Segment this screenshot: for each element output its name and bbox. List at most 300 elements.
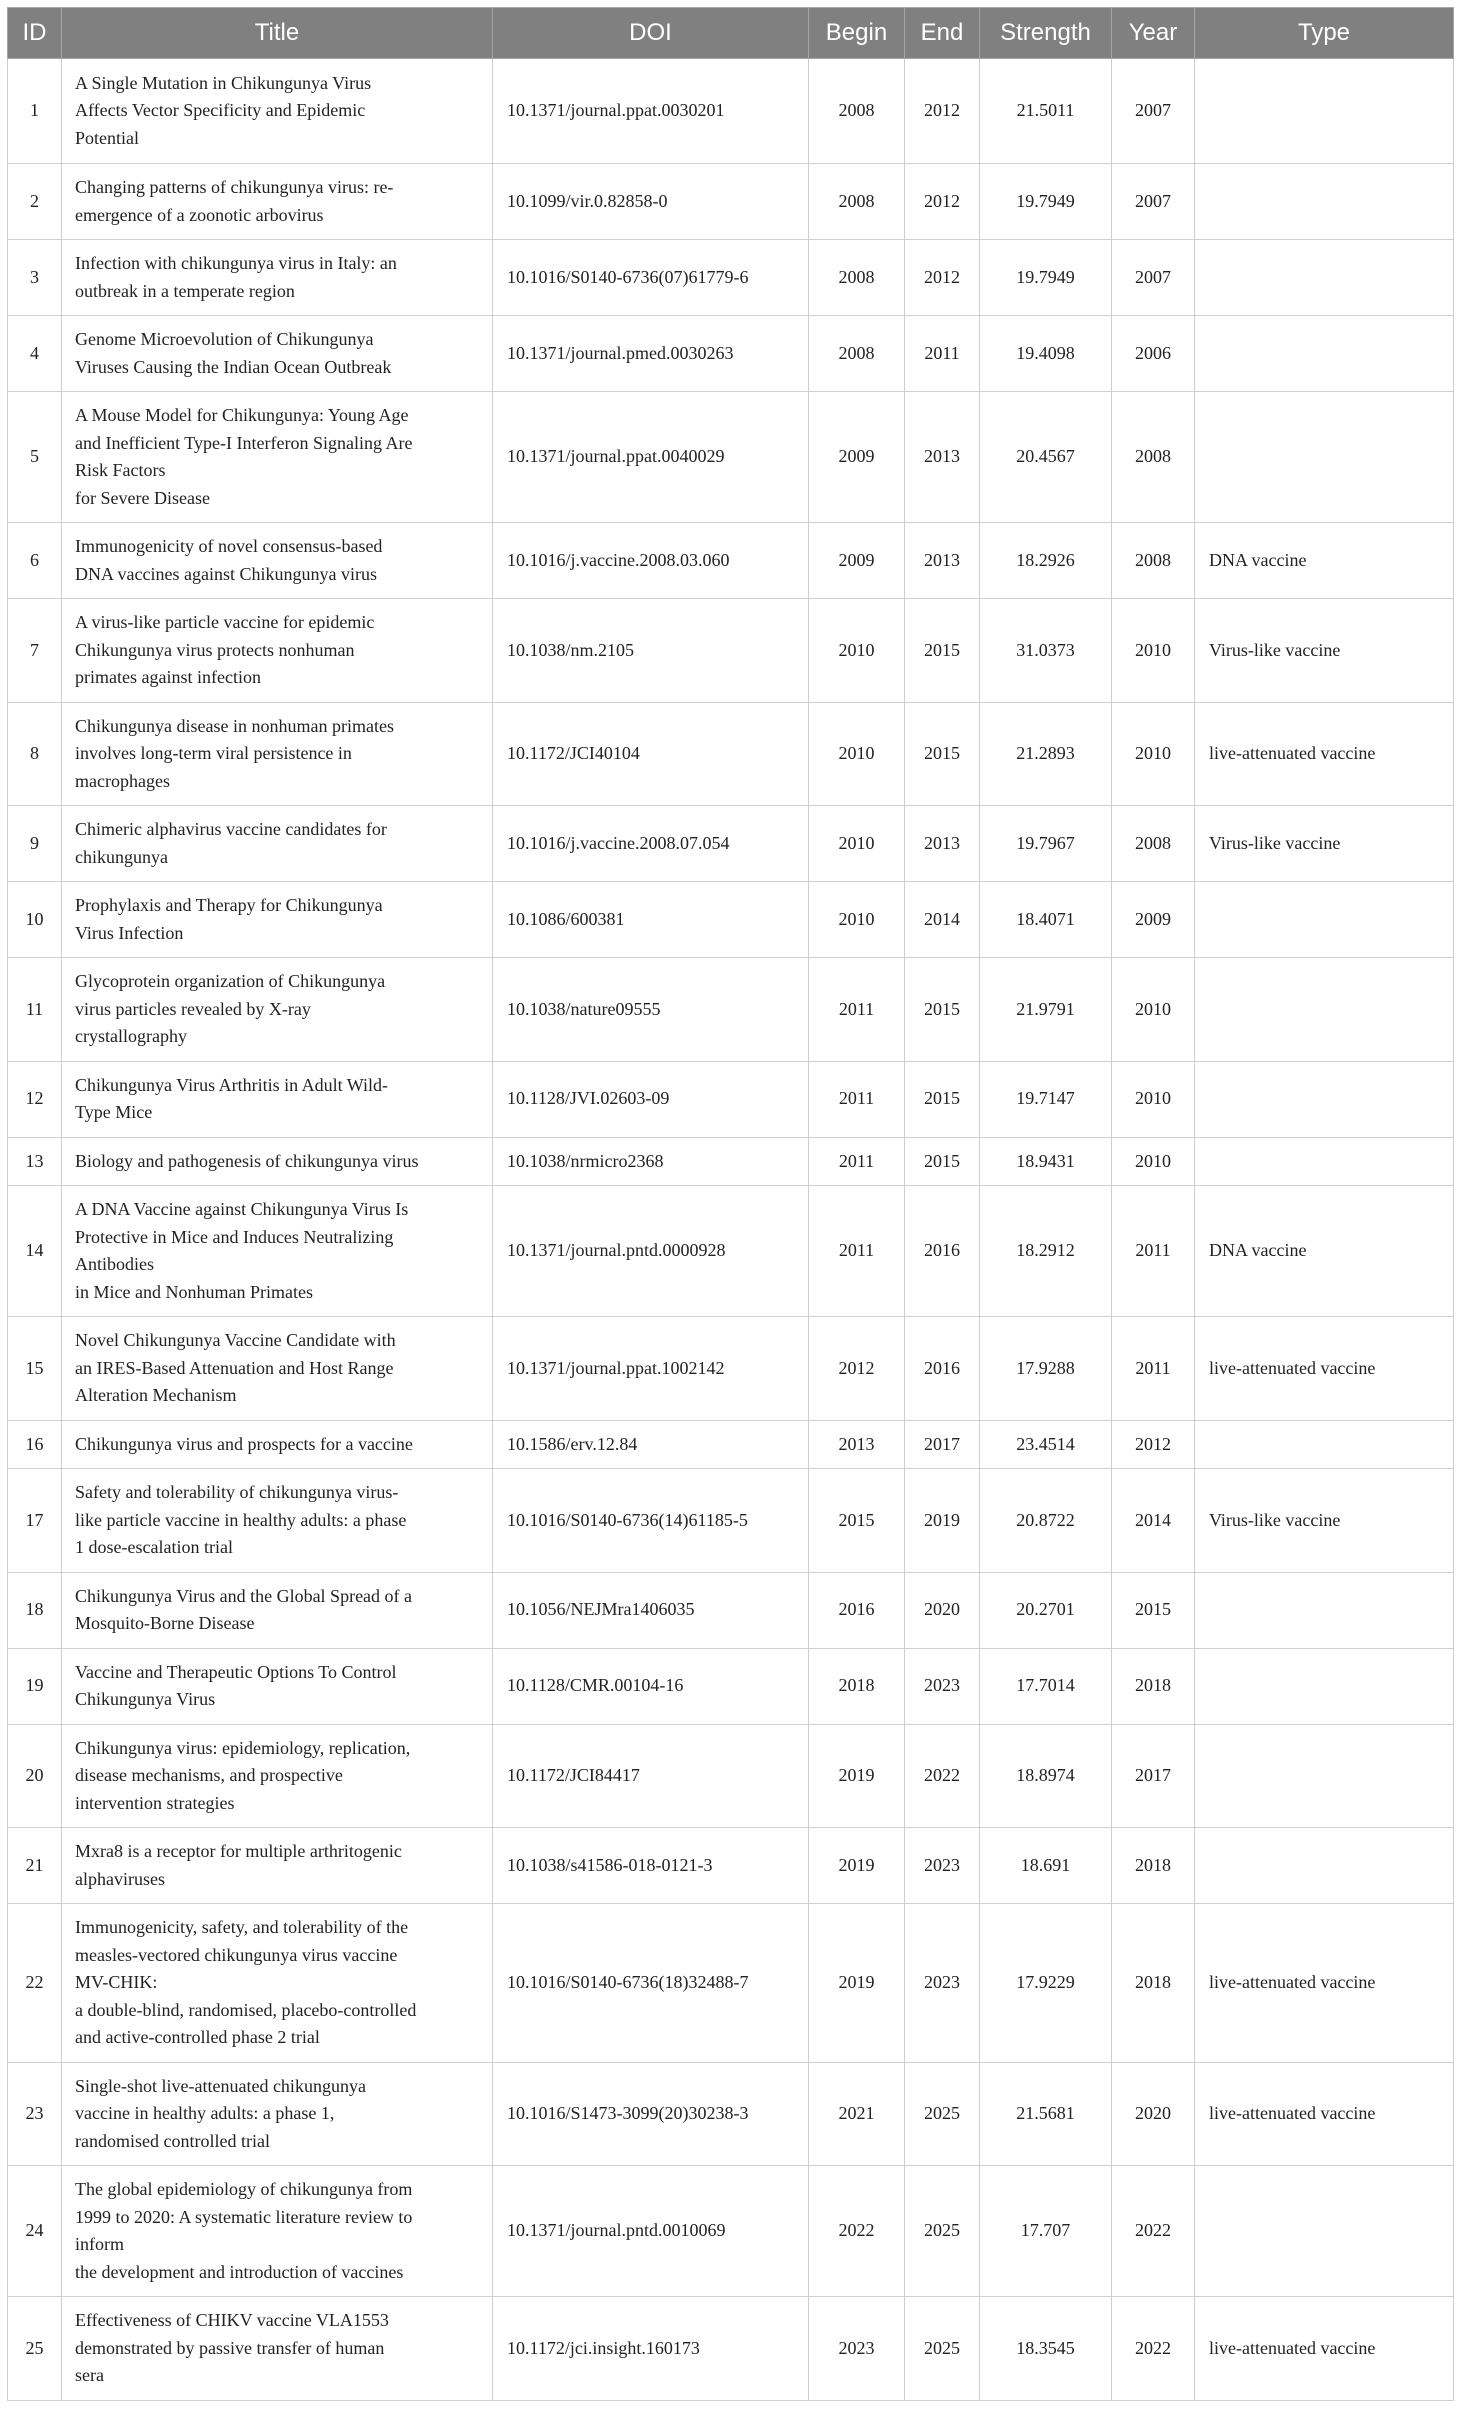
row-type: live-attenuated vaccine	[1195, 2062, 1454, 2166]
title-line: Alteration Mechanism	[75, 1385, 237, 1405]
row-year: 2015	[1112, 1572, 1195, 1648]
row-strength: 17.7014	[980, 1648, 1112, 1724]
title-line: Type Mice	[75, 1102, 153, 1122]
table-row	[8, 2166, 1454, 2297]
title-line: Viruses Causing the Indian Ocean Outbreak	[75, 356, 392, 377]
header-title: Title	[62, 8, 493, 59]
table-row	[8, 1061, 1454, 1137]
row-type: live-attenuated vaccine	[1195, 1904, 1454, 2063]
row-strength: 18.2926	[980, 523, 1112, 599]
row-begin: 2019	[809, 1724, 905, 1828]
row-begin: 2010	[809, 882, 905, 958]
row-title	[62, 1186, 493, 1317]
row-type: DNA vaccine	[1195, 1186, 1454, 1317]
row-id: 15	[8, 1317, 62, 1421]
title-line: Virus Infection	[75, 922, 184, 943]
row-strength: 18.691	[980, 1828, 1112, 1904]
row-year: 2022	[1112, 2166, 1195, 2297]
row-year: 2006	[1112, 316, 1195, 392]
title-line: virus particles revealed by X-ray	[75, 998, 311, 1019]
row-begin: 2011	[809, 1137, 905, 1186]
row-type	[1195, 164, 1454, 240]
row-doi: 10.1016/S0140-6736(07)61779-6	[493, 240, 809, 316]
row-strength: 18.2912	[980, 1186, 1112, 1317]
row-doi: 10.1172/JCI40104	[493, 702, 809, 806]
row-begin: 2011	[809, 1186, 905, 1317]
title-line: crystallography	[75, 1026, 187, 1046]
row-begin: 2010	[809, 599, 905, 703]
row-begin: 2019	[809, 1904, 905, 2063]
row-strength: 17.707	[980, 2166, 1112, 2297]
title-line: The global epidemiology of chikungunya from	[75, 2179, 413, 2199]
row-type	[1195, 1724, 1454, 1828]
row-begin: 2011	[809, 958, 905, 1062]
row-year: 2018	[1112, 1904, 1195, 2063]
title-line: Chikungunya Virus Arthritis in Adult Wild-	[75, 1074, 389, 1095]
title-line: A virus-like particle vaccine for epidemic	[75, 612, 375, 632]
row-title	[62, 702, 493, 806]
row-title	[62, 806, 493, 882]
title-line: Mxra8 is a receptor for multiple arthritogenic	[75, 1841, 402, 1861]
row-end: 2025	[905, 2062, 980, 2166]
table-row	[8, 2297, 1454, 2401]
title-line: Prophylaxis and Therapy for Chikungunya	[75, 895, 383, 915]
row-end: 2025	[905, 2297, 980, 2401]
row-end: 2017	[905, 1420, 980, 1469]
header-doi: DOI	[493, 8, 809, 59]
title-line: A DNA Vaccine against Chikungunya Virus Is	[75, 1199, 409, 1219]
row-begin: 2010	[809, 702, 905, 806]
row-end: 2025	[905, 2166, 980, 2297]
row-doi: 10.1371/journal.ppat.1002142	[493, 1317, 809, 1421]
title-line: Safety and tolerability of chikungunya virus-	[75, 1482, 399, 1502]
row-title	[62, 1828, 493, 1904]
row-begin: 2008	[809, 240, 905, 316]
row-title	[62, 1317, 493, 1421]
row-id: 13	[8, 1137, 62, 1186]
table-row	[8, 1420, 1454, 1469]
table-row	[8, 1469, 1454, 1573]
row-end: 2014	[905, 882, 980, 958]
row-strength: 20.2701	[980, 1572, 1112, 1648]
row-year: 2008	[1112, 392, 1195, 523]
row-end: 2012	[905, 164, 980, 240]
row-strength: 21.5681	[980, 2062, 1112, 2166]
row-end: 2012	[905, 59, 980, 164]
title-line: A Single Mutation in Chikungunya Virus	[75, 72, 372, 93]
row-end: 2013	[905, 523, 980, 599]
row-title	[62, 240, 493, 316]
row-title	[62, 1904, 493, 2063]
row-end: 2013	[905, 392, 980, 523]
title-line: Genome Microevolution of Chikungunya	[75, 329, 374, 349]
title-line: Mosquito-Borne Disease	[75, 1613, 255, 1633]
table-row	[8, 1186, 1454, 1317]
row-strength: 23.4514	[980, 1420, 1112, 1469]
row-type: live-attenuated vaccine	[1195, 1317, 1454, 1421]
row-strength: 19.7967	[980, 806, 1112, 882]
header-type: Type	[1195, 8, 1454, 59]
row-doi: 10.1371/journal.pntd.0000928	[493, 1186, 809, 1317]
header-id: ID	[8, 8, 62, 59]
title-line: outbreak in a temperate region	[75, 280, 295, 301]
row-type	[1195, 392, 1454, 523]
row-doi: 10.1016/S1473-3099(20)30238-3	[493, 2062, 809, 2166]
row-doi: 10.1172/jci.insight.160173	[493, 2297, 809, 2401]
row-type	[1195, 1137, 1454, 1186]
row-end: 2015	[905, 599, 980, 703]
title-line: Affects Vector Specificity and Epidemic	[75, 100, 366, 121]
table-row	[8, 392, 1454, 523]
row-doi: 10.1016/j.vaccine.2008.07.054	[493, 806, 809, 882]
row-type: live-attenuated vaccine	[1195, 2297, 1454, 2401]
row-strength: 18.9431	[980, 1137, 1112, 1186]
row-title	[62, 392, 493, 523]
table-row	[8, 1904, 1454, 2063]
row-id: 4	[8, 316, 62, 392]
row-end: 2015	[905, 958, 980, 1062]
row-year: 2010	[1112, 1137, 1195, 1186]
title-line: Biology and pathogenesis of chikungunya virus	[75, 1150, 419, 1171]
row-end: 2023	[905, 1904, 980, 2063]
title-line: involves long-term viral persistence in	[75, 743, 352, 763]
row-id: 3	[8, 240, 62, 316]
row-type	[1195, 59, 1454, 164]
table-row	[8, 164, 1454, 240]
row-strength: 17.9229	[980, 1904, 1112, 2063]
title-line: emergence of a zoonotic arbovirus	[75, 204, 324, 225]
title-line: alphaviruses	[75, 1868, 165, 1889]
row-end: 2011	[905, 316, 980, 392]
row-strength: 20.4567	[980, 392, 1112, 523]
row-end: 2012	[905, 240, 980, 316]
row-year: 2020	[1112, 2062, 1195, 2166]
row-doi: 10.1038/nrmicro2368	[493, 1137, 809, 1186]
row-strength: 31.0373	[980, 599, 1112, 703]
row-begin: 2018	[809, 1648, 905, 1724]
header-year: Year	[1112, 8, 1195, 59]
row-year: 2011	[1112, 1186, 1195, 1317]
row-strength: 19.7147	[980, 1061, 1112, 1137]
row-year: 2007	[1112, 240, 1195, 316]
row-title	[62, 2166, 493, 2297]
row-id: 18	[8, 1572, 62, 1648]
row-title	[62, 1420, 493, 1469]
row-end: 2015	[905, 702, 980, 806]
row-id: 2	[8, 164, 62, 240]
row-begin: 2016	[809, 1572, 905, 1648]
row-type	[1195, 240, 1454, 316]
row-begin: 2009	[809, 392, 905, 523]
title-line: Antibodies	[75, 1254, 154, 1274]
header-end: End	[905, 8, 980, 59]
row-end: 2013	[905, 806, 980, 882]
row-year: 2008	[1112, 806, 1195, 882]
row-id: 11	[8, 958, 62, 1062]
table-body	[8, 59, 1454, 2401]
title-line: vaccine in healthy adults: a phase 1,	[75, 2103, 335, 2123]
title-line: Single-shot live-attenuated chikungunya	[75, 2075, 366, 2096]
row-year: 2010	[1112, 1061, 1195, 1137]
row-end: 2016	[905, 1317, 980, 1421]
row-type: DNA vaccine	[1195, 523, 1454, 599]
row-id: 19	[8, 1648, 62, 1724]
row-year: 2017	[1112, 1724, 1195, 1828]
row-title	[62, 2297, 493, 2401]
title-line: Chikungunya Virus and the Global Spread of a	[75, 1585, 413, 1606]
row-type: live-attenuated vaccine	[1195, 702, 1454, 806]
row-type	[1195, 1648, 1454, 1724]
row-title	[62, 59, 493, 164]
title-line: 1 dose-escalation trial	[75, 1537, 233, 1557]
header-strength: Strength	[980, 8, 1112, 59]
row-doi: 10.1371/journal.ppat.0030201	[493, 59, 809, 164]
title-line: in Mice and Nonhuman Primates	[75, 1281, 313, 1302]
citation-burst-table	[7, 7, 1454, 2401]
title-line: Chimeric alphavirus vaccine candidates for	[75, 819, 387, 839]
row-doi: 10.1038/s41586-018-0121-3	[493, 1828, 809, 1904]
row-doi: 10.1016/S0140-6736(18)32488-7	[493, 1904, 809, 2063]
table-row	[8, 1828, 1454, 1904]
title-line: Potential	[75, 127, 139, 148]
row-strength: 19.4098	[980, 316, 1112, 392]
row-begin: 2008	[809, 316, 905, 392]
row-title	[62, 599, 493, 703]
header-begin: Begin	[809, 8, 905, 59]
row-id: 8	[8, 702, 62, 806]
title-line: Immunogenicity of novel consensus-based	[75, 536, 383, 556]
row-title	[62, 1469, 493, 1573]
table-row	[8, 806, 1454, 882]
row-year: 2011	[1112, 1317, 1195, 1421]
row-doi: 10.1586/erv.12.84	[493, 1420, 809, 1469]
title-line: Effectiveness of CHIKV vaccine VLA1553	[75, 2310, 389, 2330]
title-line: Chikungunya disease in nonhuman primates	[75, 715, 394, 736]
table-row	[8, 599, 1454, 703]
title-line: 1999 to 2020: A systematic literature review to	[75, 2206, 413, 2227]
title-line: intervention strategies	[75, 1792, 235, 1813]
row-id: 20	[8, 1724, 62, 1828]
row-begin: 2011	[809, 1061, 905, 1137]
row-type	[1195, 316, 1454, 392]
row-id: 1	[8, 59, 62, 164]
table-row	[8, 1572, 1454, 1648]
row-begin: 2012	[809, 1317, 905, 1421]
title-line: macrophages	[75, 770, 170, 791]
row-end: 2015	[905, 1137, 980, 1186]
row-type	[1195, 1061, 1454, 1137]
row-type	[1195, 1828, 1454, 1904]
row-begin: 2015	[809, 1469, 905, 1573]
row-type: Virus-like vaccine	[1195, 1469, 1454, 1573]
title-line: Immunogenicity, safety, and tolerability of the	[75, 1917, 409, 1937]
row-title	[62, 164, 493, 240]
table-row	[8, 1137, 1454, 1186]
title-line: inform	[75, 2234, 124, 2254]
row-strength: 18.3545	[980, 2297, 1112, 2401]
row-strength: 21.2893	[980, 702, 1112, 806]
row-strength: 19.7949	[980, 164, 1112, 240]
title-line: Risk Factors	[75, 460, 166, 480]
title-line: Novel Chikungunya Vaccine Candidate with	[75, 1330, 396, 1350]
title-line: primates against infection	[75, 667, 261, 687]
title-line: and active-controlled phase 2 trial	[75, 2027, 320, 2047]
row-id: 6	[8, 523, 62, 599]
row-end: 2020	[905, 1572, 980, 1648]
table-row	[8, 1317, 1454, 1421]
row-doi: 10.1128/JVI.02603-09	[493, 1061, 809, 1137]
row-end: 2022	[905, 1724, 980, 1828]
row-title	[62, 1061, 493, 1137]
row-year: 2010	[1112, 958, 1195, 1062]
row-title	[62, 1137, 493, 1186]
title-line: Chikungunya virus: epidemiology, replication,	[75, 1737, 411, 1758]
title-line: DNA vaccines against Chikungunya virus	[75, 563, 377, 584]
row-id: 14	[8, 1186, 62, 1317]
row-doi: 10.1371/journal.pmed.0030263	[493, 316, 809, 392]
row-end: 2015	[905, 1061, 980, 1137]
row-type	[1195, 882, 1454, 958]
row-begin: 2008	[809, 164, 905, 240]
row-title	[62, 1648, 493, 1724]
row-title	[62, 2062, 493, 2166]
row-doi: 10.1056/NEJMra1406035	[493, 1572, 809, 1648]
title-line: the development and introduction of vaccines	[75, 2261, 404, 2282]
row-end: 2016	[905, 1186, 980, 1317]
row-year: 2007	[1112, 59, 1195, 164]
row-begin: 2022	[809, 2166, 905, 2297]
row-title	[62, 316, 493, 392]
table-row	[8, 2062, 1454, 2166]
row-year: 2010	[1112, 702, 1195, 806]
row-id: 5	[8, 392, 62, 523]
title-line: chikungunya	[75, 846, 168, 867]
row-doi: 10.1099/vir.0.82858-0	[493, 164, 809, 240]
row-type: Virus-like vaccine	[1195, 599, 1454, 703]
row-doi: 10.1016/S0140-6736(14)61185-5	[493, 1469, 809, 1573]
row-end: 2023	[905, 1648, 980, 1724]
table-row	[8, 958, 1454, 1062]
row-year: 2018	[1112, 1828, 1195, 1904]
row-strength: 19.7949	[980, 240, 1112, 316]
title-line: randomised controlled trial	[75, 2130, 270, 2151]
title-line: Chikungunya virus protects nonhuman	[75, 639, 355, 660]
table-row	[8, 240, 1454, 316]
table-container	[7, 7, 1453, 2401]
row-strength: 21.9791	[980, 958, 1112, 1062]
row-doi: 10.1371/journal.ppat.0040029	[493, 392, 809, 523]
row-id: 10	[8, 882, 62, 958]
row-strength: 18.8974	[980, 1724, 1112, 1828]
row-year: 2014	[1112, 1469, 1195, 1573]
row-doi: 10.1086/600381	[493, 882, 809, 958]
header-row	[8, 8, 1454, 59]
title-line: sera	[75, 2365, 104, 2385]
row-id: 9	[8, 806, 62, 882]
table-row	[8, 523, 1454, 599]
row-begin: 2010	[809, 806, 905, 882]
row-id: 24	[8, 2166, 62, 2297]
table-row	[8, 59, 1454, 164]
row-title	[62, 1724, 493, 1828]
row-title	[62, 958, 493, 1062]
title-line: Glycoprotein organization of Chikungunya	[75, 971, 386, 991]
row-id: 23	[8, 2062, 62, 2166]
title-line: demonstrated by passive transfer of human	[75, 2337, 385, 2358]
row-type	[1195, 1572, 1454, 1648]
table-row	[8, 316, 1454, 392]
row-year: 2008	[1112, 523, 1195, 599]
title-line: measles-vectored chikungunya virus vaccine	[75, 1944, 398, 1965]
row-year: 2009	[1112, 882, 1195, 958]
row-end: 2019	[905, 1469, 980, 1573]
row-doi: 10.1038/nm.2105	[493, 599, 809, 703]
row-doi: 10.1038/nature09555	[493, 958, 809, 1062]
title-line: like particle vaccine in healthy adults: a phase	[75, 1509, 407, 1530]
row-title	[62, 523, 493, 599]
row-id: 21	[8, 1828, 62, 1904]
row-strength: 17.9288	[980, 1317, 1112, 1421]
row-id: 7	[8, 599, 62, 703]
title-line: a double-blind, randomised, placebo-controlled	[75, 1999, 417, 2020]
row-type: Virus-like vaccine	[1195, 806, 1454, 882]
row-year: 2010	[1112, 599, 1195, 703]
row-end: 2023	[905, 1828, 980, 1904]
row-type	[1195, 2166, 1454, 2297]
row-strength: 20.8722	[980, 1469, 1112, 1573]
title-line: an IRES-Based Attenuation and Host Range	[75, 1357, 394, 1378]
row-begin: 2008	[809, 59, 905, 164]
title-line: Vaccine and Therapeutic Options To Control	[75, 1661, 397, 1682]
row-begin: 2023	[809, 2297, 905, 2401]
row-begin: 2019	[809, 1828, 905, 1904]
row-year: 2018	[1112, 1648, 1195, 1724]
row-doi: 10.1172/JCI84417	[493, 1724, 809, 1828]
row-title	[62, 1572, 493, 1648]
row-year: 2022	[1112, 2297, 1195, 2401]
table-row	[8, 1724, 1454, 1828]
row-id: 17	[8, 1469, 62, 1573]
title-line: for Severe Disease	[75, 487, 210, 508]
title-line: A Mouse Model for Chikungunya: Young Age	[75, 405, 409, 425]
row-doi: 10.1371/journal.pntd.0010069	[493, 2166, 809, 2297]
title-line: Infection with chikungunya virus in Italy: an	[75, 253, 397, 273]
row-strength: 18.4071	[980, 882, 1112, 958]
row-begin: 2009	[809, 523, 905, 599]
table-row	[8, 702, 1454, 806]
row-strength: 21.5011	[980, 59, 1112, 164]
row-title	[62, 882, 493, 958]
row-type	[1195, 958, 1454, 1062]
title-line: Chikungunya Virus	[75, 1689, 216, 1709]
table-row	[8, 1648, 1454, 1724]
row-id: 22	[8, 1904, 62, 2063]
row-year: 2012	[1112, 1420, 1195, 1469]
row-id: 25	[8, 2297, 62, 2401]
title-line: Changing patterns of chikungunya virus: re-	[75, 177, 394, 197]
row-id: 16	[8, 1420, 62, 1469]
row-id: 12	[8, 1061, 62, 1137]
row-begin: 2021	[809, 2062, 905, 2166]
table-row	[8, 882, 1454, 958]
row-year: 2007	[1112, 164, 1195, 240]
row-doi: 10.1128/CMR.00104-16	[493, 1648, 809, 1724]
row-doi: 10.1016/j.vaccine.2008.03.060	[493, 523, 809, 599]
title-line: MV-CHIK:	[75, 1972, 158, 1992]
row-type	[1195, 1420, 1454, 1469]
title-line: Chikungunya virus and prospects for a vaccine	[75, 1433, 413, 1454]
title-line: and Inefficient Type-I Interferon Signaling Are	[75, 432, 413, 453]
